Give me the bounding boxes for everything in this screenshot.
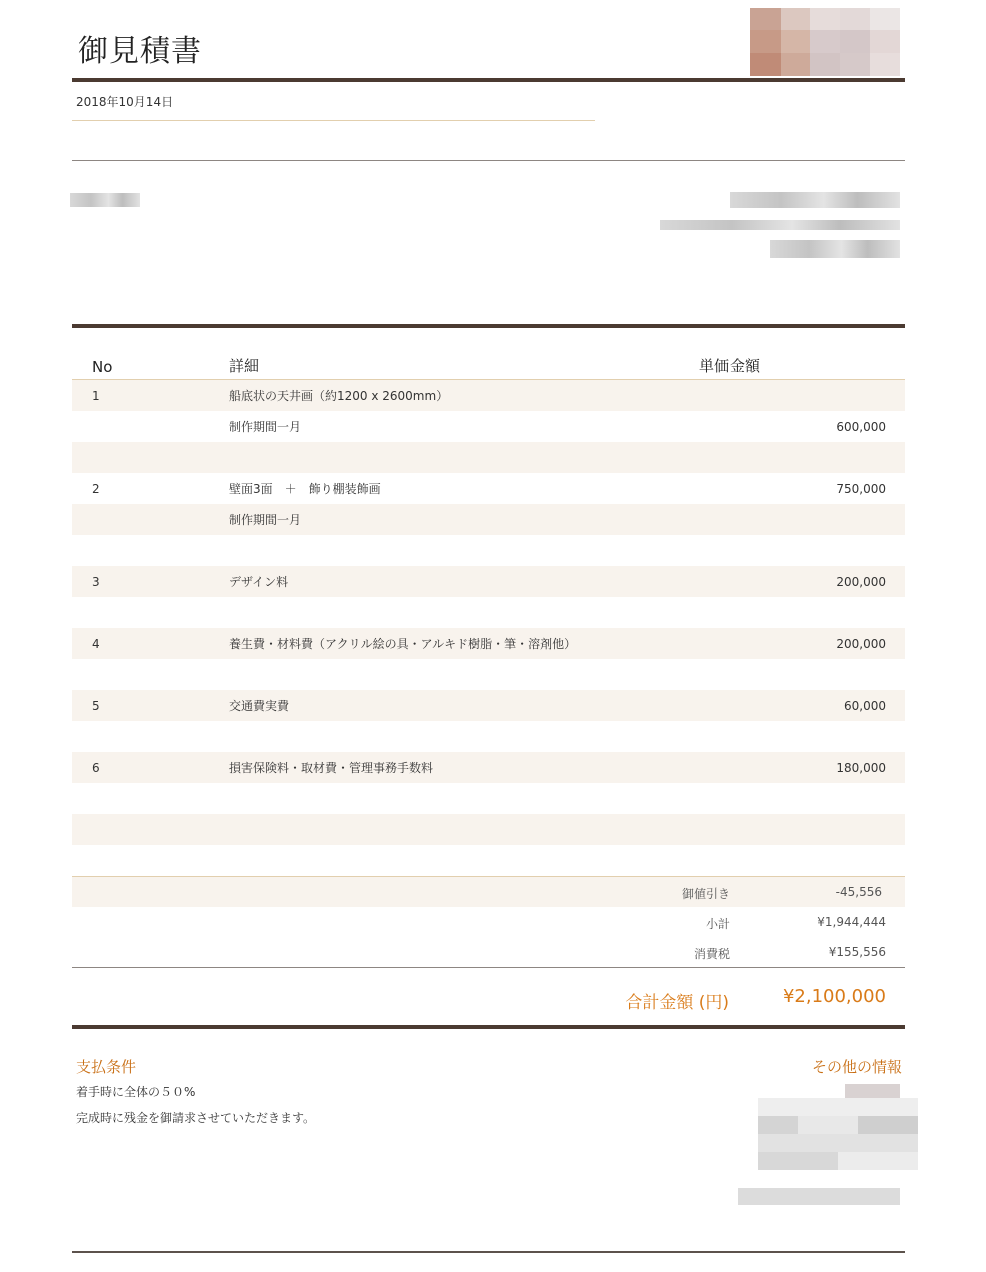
company-logo-image xyxy=(750,8,900,76)
table-row xyxy=(72,442,905,473)
row-detail xyxy=(229,659,699,690)
row-detail: 損害保険料・取材費・管理事務手数料 xyxy=(229,752,699,783)
header-detail: 詳細 xyxy=(229,348,699,380)
row-amount xyxy=(730,442,905,473)
row-amount xyxy=(730,597,905,628)
row-no: 6 xyxy=(72,752,229,783)
row-detail: 養生費・材料費（アクリル絵の具・アルキド樹脂・筆・溶剤他） xyxy=(229,628,699,659)
header-unit-price: 単価 xyxy=(699,348,730,380)
issuer-address-redacted xyxy=(660,220,900,230)
header-no: No xyxy=(72,348,229,380)
payment-line-2: 完成時に残金を御請求させていただきます。 xyxy=(76,1111,316,1125)
table-row xyxy=(72,380,905,412)
page-title: 御見積書 xyxy=(78,34,202,69)
table-row xyxy=(72,721,905,752)
table-row xyxy=(72,566,905,597)
table-row xyxy=(72,628,905,659)
tax-label: 消費税 xyxy=(693,947,730,961)
row-amount: 180,000 xyxy=(730,752,905,783)
row-no xyxy=(72,845,229,876)
payment-terms-title: 支払条件 xyxy=(76,1058,137,1076)
table-row xyxy=(72,473,905,504)
row-detail xyxy=(229,597,699,628)
row-amount xyxy=(730,721,905,752)
row-no: 5 xyxy=(72,690,229,721)
row-no: 3 xyxy=(72,566,229,597)
items-table xyxy=(72,348,905,876)
tax-value: ¥155,556 xyxy=(828,945,886,959)
total-label: 合計金額 (円) xyxy=(625,993,729,1013)
row-amount xyxy=(730,783,905,814)
row-detail: デザイン料 xyxy=(229,566,699,597)
row-amount: 200,000 xyxy=(730,628,905,659)
row-detail xyxy=(229,783,699,814)
row-detail: 交通費実費 xyxy=(229,690,699,721)
row-amount xyxy=(730,814,905,845)
row-detail: 壁面3面 ＋ 飾り棚装飾画 xyxy=(229,482,381,496)
discount-row xyxy=(72,876,905,907)
row-amount: 200,000 xyxy=(730,566,905,597)
row-no: 2 xyxy=(92,481,100,496)
table-row xyxy=(72,659,905,690)
row-detail: 制作期間一月 xyxy=(229,504,699,535)
subtotal-label: 小計 xyxy=(705,917,730,931)
row-no xyxy=(72,783,229,814)
subtotal-value: ¥1,944,444 xyxy=(817,915,886,929)
row-no xyxy=(72,535,229,566)
subtotal-row xyxy=(72,907,905,937)
table-row xyxy=(72,783,905,814)
discount-value: -45,556 xyxy=(835,885,882,899)
table-row xyxy=(72,504,905,535)
row-detail xyxy=(229,535,699,566)
row-amount xyxy=(730,504,905,535)
row-detail xyxy=(229,814,699,845)
other-info-redacted xyxy=(740,1082,920,1212)
row-no xyxy=(72,814,229,845)
bottom-divider xyxy=(72,1251,905,1253)
total-value: ¥2,100,000 xyxy=(782,986,886,1007)
row-detail xyxy=(229,845,699,876)
table-row xyxy=(72,814,905,845)
row-detail xyxy=(229,721,699,752)
total-divider xyxy=(72,967,905,968)
table-row xyxy=(72,535,905,566)
header-amount: 金額 xyxy=(730,348,905,380)
table-row xyxy=(72,690,905,721)
row-no: 1 xyxy=(72,380,229,412)
footer-divider xyxy=(72,1025,905,1029)
row-no xyxy=(72,411,229,442)
issuer-name-redacted xyxy=(730,192,900,208)
table-row xyxy=(72,752,905,783)
table-header-row xyxy=(72,348,905,380)
row-detail: 船底状の天井画（約1200 x 2600mm） xyxy=(229,380,699,412)
other-info-title: その他の情報 xyxy=(811,1058,902,1076)
row-amount: 600,000 xyxy=(836,419,886,434)
table-row xyxy=(72,411,905,442)
row-amount xyxy=(730,845,905,876)
header-divider xyxy=(72,78,905,82)
row-no xyxy=(72,504,229,535)
issuer-phone-redacted xyxy=(770,240,900,258)
date-underline xyxy=(72,120,595,121)
table-row xyxy=(72,597,905,628)
row-detail xyxy=(229,442,699,473)
row-no xyxy=(72,597,229,628)
address-divider xyxy=(72,160,905,161)
row-amount xyxy=(730,535,905,566)
table-top-divider xyxy=(72,324,905,328)
tax-row xyxy=(72,937,905,967)
row-amount: 750,000 xyxy=(836,481,886,496)
payment-line-1: 着手時に全体の５０% xyxy=(76,1085,196,1099)
row-amount: 60,000 xyxy=(730,690,905,721)
row-detail: 制作期間一月 xyxy=(229,420,302,434)
row-no xyxy=(72,442,229,473)
row-amount xyxy=(730,659,905,690)
row-no: 4 xyxy=(72,628,229,659)
recipient-name-redacted xyxy=(70,193,140,207)
row-no xyxy=(72,659,229,690)
row-no xyxy=(72,721,229,752)
table-row xyxy=(72,845,905,876)
discount-label: 御値引き xyxy=(681,887,730,901)
row-amount xyxy=(730,380,905,412)
issue-date: 2018年10月14日 xyxy=(76,95,174,109)
